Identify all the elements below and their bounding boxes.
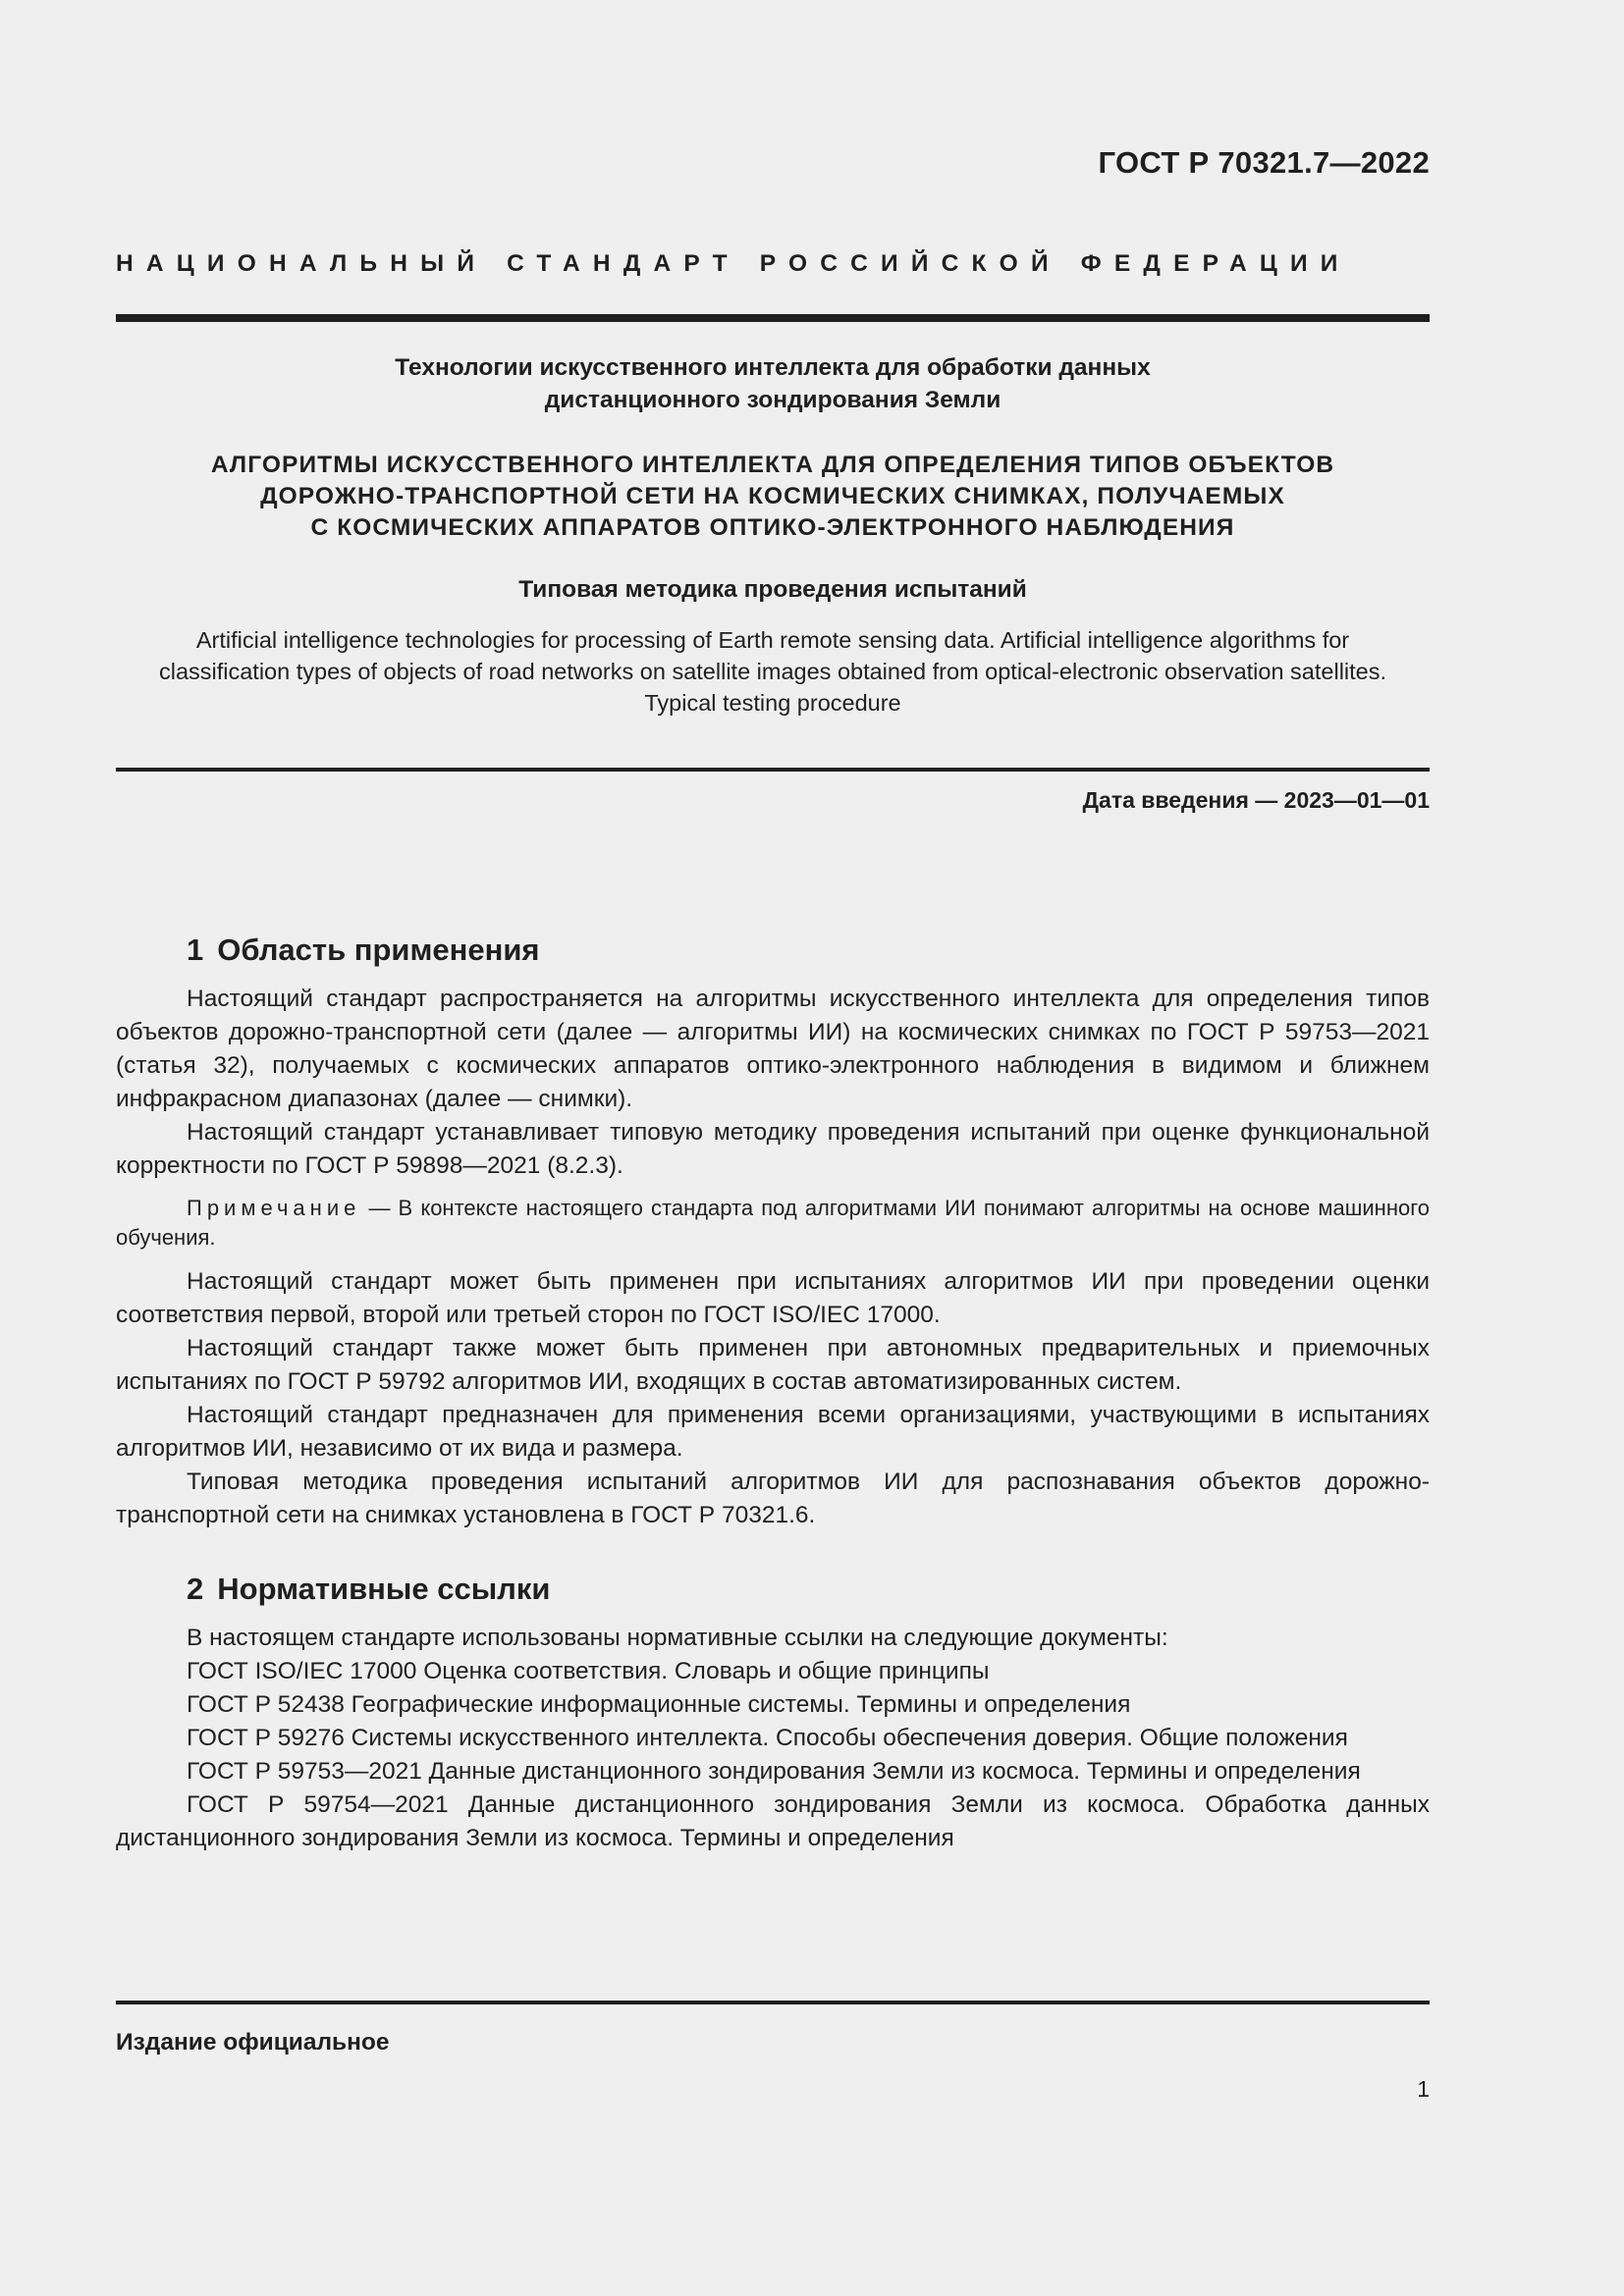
- subtitle: Типовая методика проведения испытаний: [518, 576, 1027, 603]
- paragraph: Настоящий стандарт может быть применен при испытаниях алгоритмов ИИ при проведении оценки соответствия первой, второй или третьей сторон по ГОСТ ISO/IEC 17000.: [116, 1268, 1430, 1328]
- main-title-line: С КОСМИЧЕСКИХ АППАРАТОВ ОПТИКО-ЭЛЕКТРОННОГО НАБЛЮДЕНИЯ: [310, 514, 1235, 541]
- general-title-line: дистанционного зондирования Земли: [544, 387, 1001, 413]
- paragraph: Типовая методика проведения испытаний алгоритмов ИИ для распознавания объектов дорожно-транспортной сети на снимках установлена в ГОСТ Р 70321.6.: [116, 1468, 1430, 1528]
- paragraph: Настоящий стандарт распространяется на алгоритмы искусственного интеллекта для определения типов объектов дорожно-транспортной сети (далее — алгоритмы ИИ) на космических снимках по ГОСТ Р 59753—2021 (статья 32), получаемых с космических аппаратов оптико-электронного наблюдения в видимом и ближнем инфракрасном диапазонах (далее — снимки).: [116, 986, 1430, 1112]
- section-heading: [116, 1570, 1430, 1609]
- general-title-line: Технологии искусственного интеллекта для обработки данных: [395, 354, 1151, 381]
- note-text: — В контексте настоящего стандарта под алгоритмами ИИ понимают алгоритмы на основе машинного обучения.: [116, 1196, 1430, 1250]
- footer-divider: [116, 2001, 1430, 2004]
- note-label: Примечание: [187, 1196, 361, 1220]
- page-number: 1: [1417, 2076, 1430, 2102]
- main-title-line: ДОРОЖНО-ТРАНСПОРТНОЙ СЕТИ НА КОСМИЧЕСКИХ СНИМКАХ, ПОЛУЧАЕМЫХ: [260, 483, 1285, 509]
- reference-item: ГОСТ Р 59753—2021 Данные дистанционного зондирования Земли из космоса. Термины и определения: [187, 1758, 1361, 1785]
- header-divider: [116, 314, 1430, 322]
- section-title: Нормативные ссылки: [217, 1572, 551, 1606]
- edition-label: Издание официальное: [116, 2029, 390, 2056]
- english-title-line: classification types of objects of road networks on satellite images obtained from optical-electronic observation satellites.: [158, 659, 1387, 684]
- section-title: Область применения: [217, 933, 540, 967]
- main-title-line: АЛГОРИТМЫ ИСКУССТВЕННОГО ИНТЕЛЛЕКТА ДЛЯ ОПРЕДЕЛЕНИЯ ТИПОВ ОБЪЕКТОВ: [210, 452, 1335, 478]
- section-number: 1: [187, 933, 204, 967]
- reference-item: ГОСТ ISO/IEC 17000 Оценка соответствия. Словарь и общие принципы: [187, 1658, 990, 1684]
- reference-item: ГОСТ Р 59276 Системы искусственного интеллекта. Способы обеспечения доверия. Общие положения: [187, 1725, 1348, 1751]
- title-divider: [116, 768, 1430, 772]
- reference-item: ГОСТ Р 59754—2021 Данные дистанционного зондирования Земли из космоса. Обработка данных дистанционного зондирования Земли из космоса. Термины и определения: [116, 1791, 1430, 1851]
- standard-number: ГОСТ Р 70321.7—2022: [1098, 145, 1430, 180]
- english-title-line: Typical testing procedure: [644, 690, 901, 716]
- section-heading: [116, 931, 1430, 970]
- paragraph: Настоящий стандарт также может быть применен при автономных предварительных и приемочных испытаниях по ГОСТ Р 59792 алгоритмов ИИ, входящих в состав автоматизированных систем.: [116, 1335, 1430, 1395]
- english-title: [116, 624, 1430, 719]
- paragraph: Настоящий стандарт устанавливает типовую методику проведения испытаний при оценке функциональной корректности по ГОСТ Р 59898—2021 (8.2.3).: [116, 1119, 1430, 1179]
- paragraph: Настоящий стандарт предназначен для применения всеми организациями, участвующими в испытаниях алгоритмов ИИ, независимо от их вида и размера.: [116, 1402, 1430, 1462]
- section-number: 2: [187, 1572, 204, 1606]
- main-title: [116, 450, 1430, 544]
- english-title-line: Artificial intelligence technologies for processing of Earth remote sensing data. Artificial intelligence algorithms for: [195, 627, 1350, 653]
- introduction-date: Дата введения — 2023—01—01: [1082, 787, 1430, 813]
- reference-item: ГОСТ Р 52438 Географические информационные системы. Термины и определения: [187, 1691, 1131, 1718]
- general-title: [116, 351, 1430, 416]
- national-standard-heading: НАЦИОНАЛЬНЫЙ СТАНДАРТ РОССИЙСКОЙ ФЕДЕРАЦИИ: [116, 250, 1351, 277]
- paragraph: В настоящем стандарте использованы нормативные ссылки на следующие документы:: [187, 1625, 1168, 1651]
- note: [116, 1194, 1430, 1253]
- title-block: [116, 351, 1430, 719]
- document-body: [116, 931, 1430, 1855]
